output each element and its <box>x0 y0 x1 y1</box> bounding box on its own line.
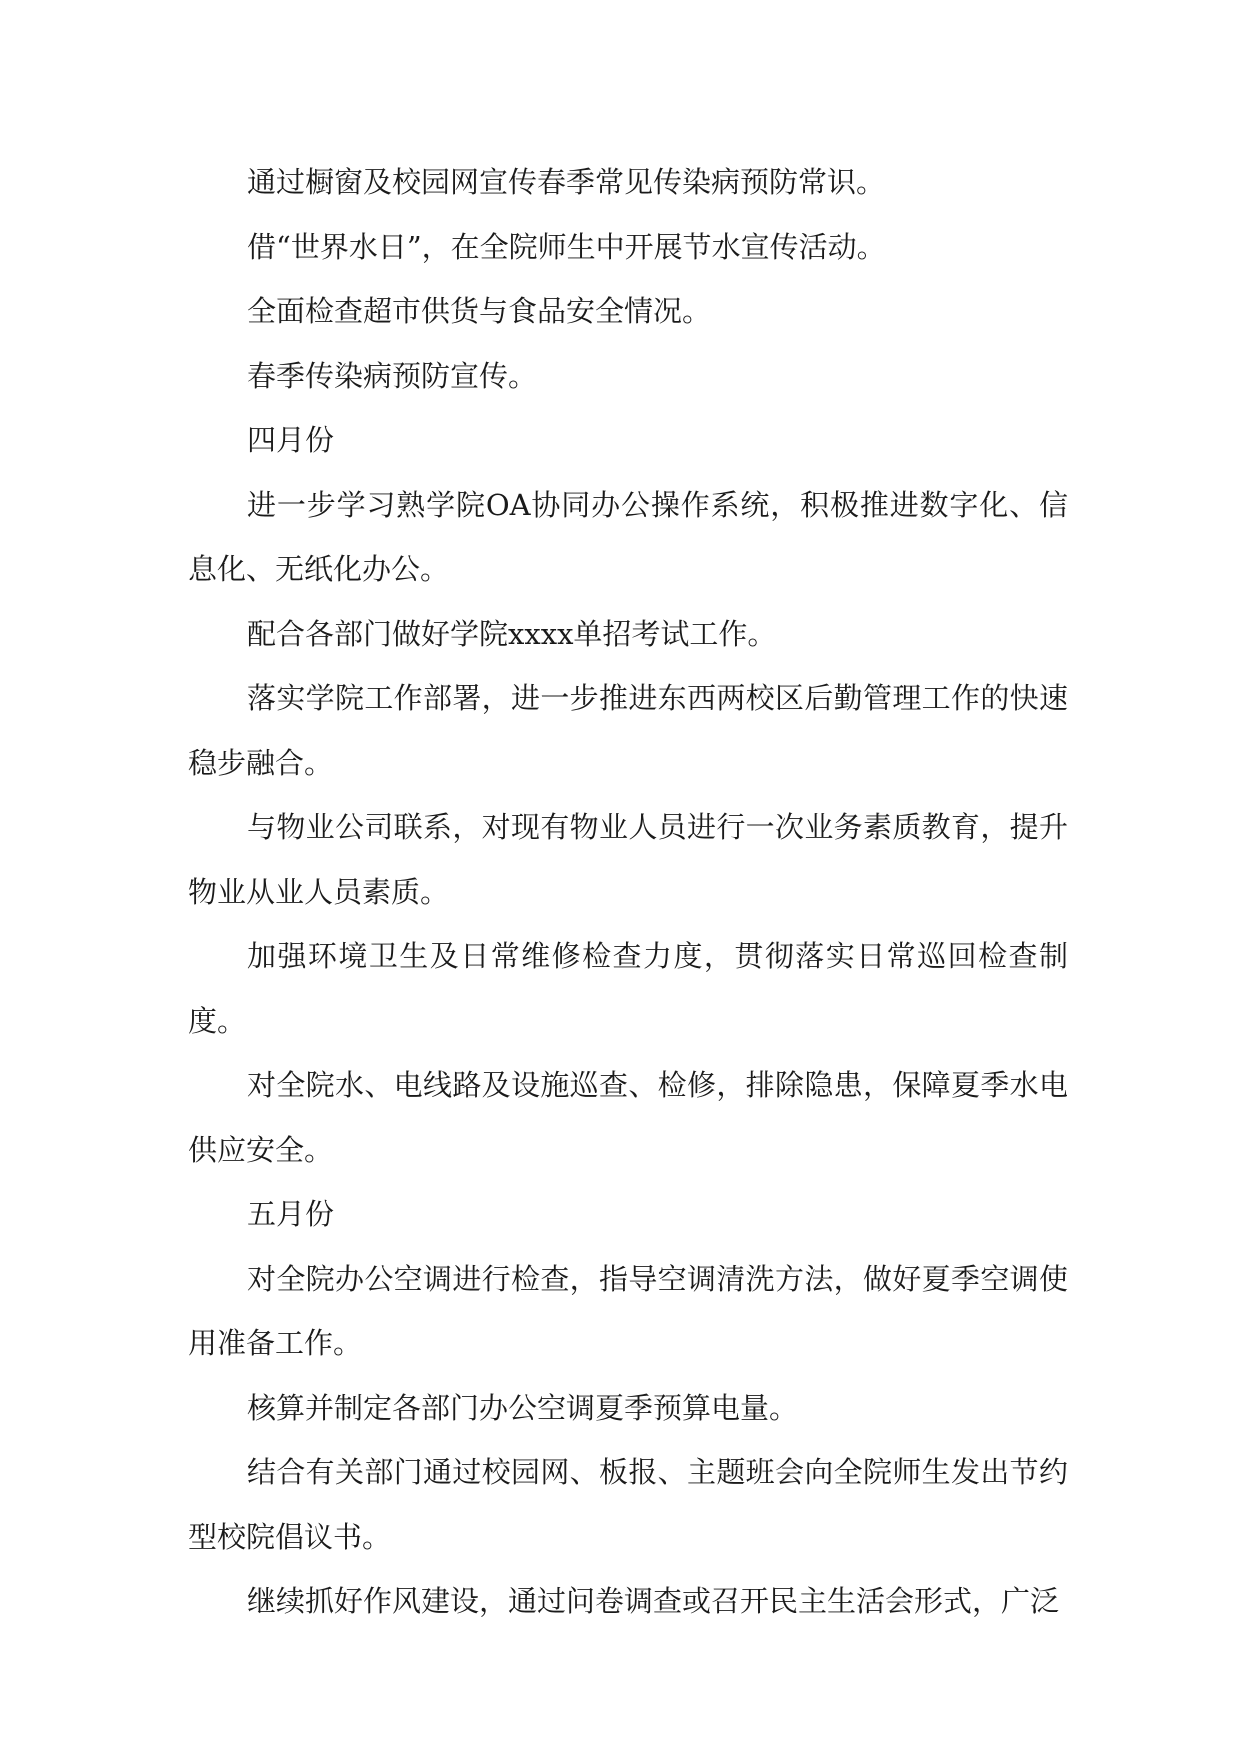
paragraph-8: 落实学院工作部署，进一步推进东西两校区后勤管理工作的快速稳步融合。 <box>188 681 1068 780</box>
document-body <box>188 150 1068 1634</box>
paragraph-9: 与物业公司联系，对现有物业人员进行一次业务素质教育，提升物业从业人员素质。 <box>188 810 1068 909</box>
paragraph-10: 加强环境卫生及日常维修检查力度，贯彻落实日常巡回检查制度。 <box>188 939 1068 1038</box>
section-heading-april: 四月份 <box>247 423 335 457</box>
paragraph-16: 继续抓好作风建设，通过问卷调查或召开民主生活会形式，广泛 <box>247 1584 1060 1618</box>
paragraph-6: 进一步学习熟学院OA协同办公操作系统，积极推进数字化、信息化、无纸化办公。 <box>188 487 1068 586</box>
paragraph-3: 全面检查超市供货与食品安全情况。 <box>247 294 712 328</box>
paragraph-15: 结合有关部门通过校园网、板报、主题班会向全院师生发出节约型校院倡议书。 <box>188 1455 1068 1554</box>
paragraph-4: 春季传染病预防宣传。 <box>247 358 538 393</box>
section-heading-may: 五月份 <box>247 1197 335 1231</box>
paragraph-14: 核算并制定各部门办公空调夏季预算电量。 <box>247 1390 799 1425</box>
paragraph-7: 配合各部门做好学院xxxx单招考试工作。 <box>247 616 777 651</box>
paragraph-11: 对全院水、电线路及设施巡查、检修，排除隐患，保障夏季水电供应安全。 <box>188 1068 1068 1167</box>
paragraph-2: 借“世界水日”，在全院师生中开展节水宣传活动。 <box>247 229 886 264</box>
paragraph-13: 对全院办公空调进行检查，指导空调清洗方法，做好夏季空调使用准备工作。 <box>188 1261 1068 1360</box>
paragraph-1: 通过橱窗及校园网宣传春季常见传染病预防常识。 <box>247 165 886 199</box>
